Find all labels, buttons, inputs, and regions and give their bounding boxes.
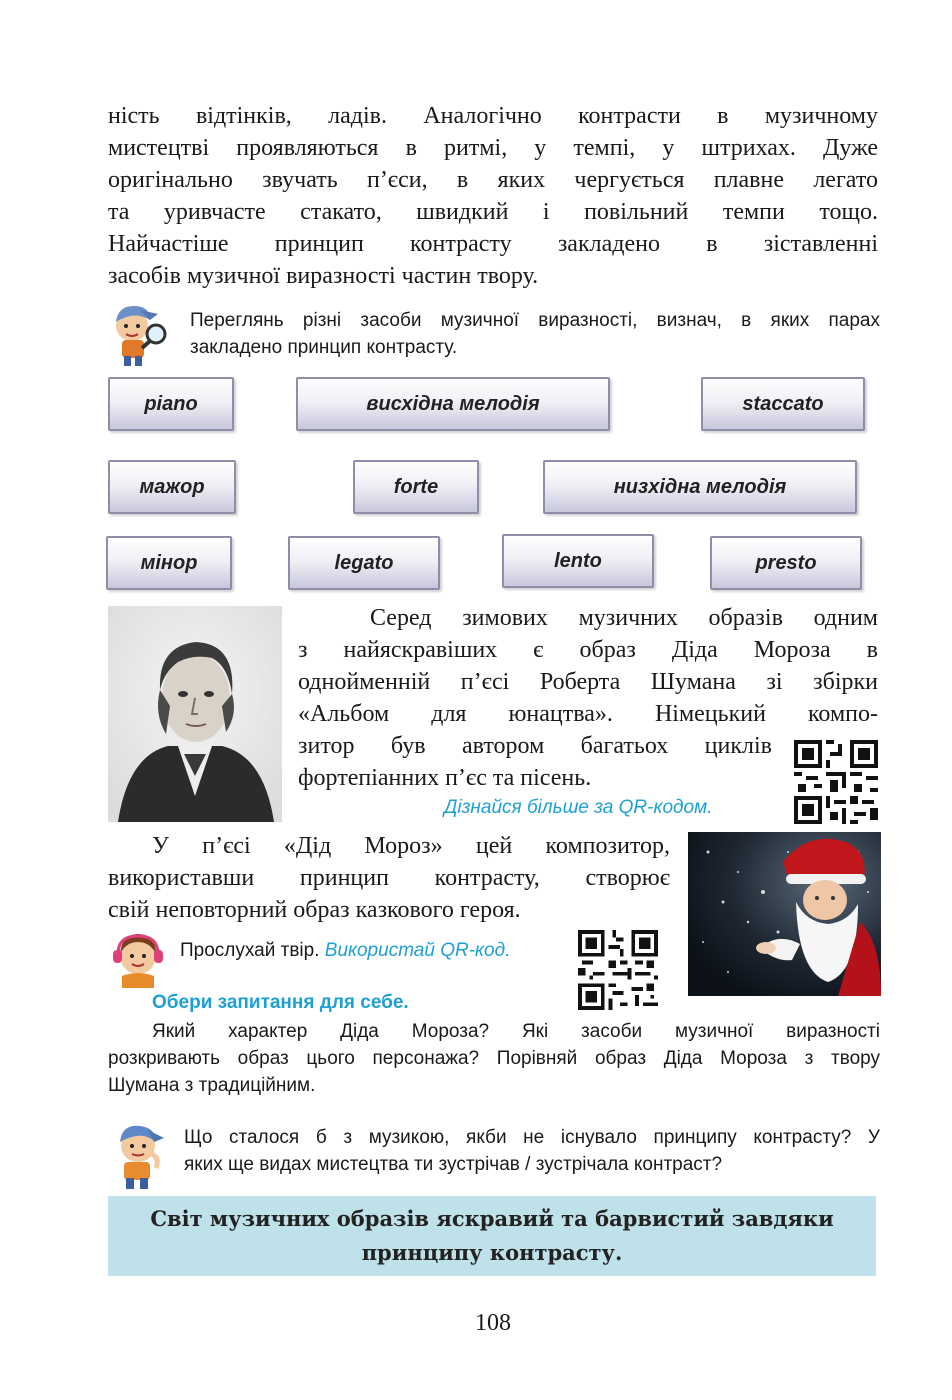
text-line: розкривають образ цього персонажа? Порівняй образ Діда Мороза з твору (108, 1048, 880, 1069)
text-line: закладено принцип контрасту. (190, 337, 458, 358)
text-line: фортепіанних п’єс та пісень. (298, 765, 592, 791)
conclusion-banner (108, 1196, 876, 1276)
qr-code-icon[interactable] (578, 930, 658, 1010)
text-line: засобів музичної виразності частин твору. (108, 263, 539, 289)
text-line: свій неповторний образ казкового героя. (108, 897, 521, 923)
text-line: Найчастіше принцип контрасту закладено в зіставленні (108, 231, 878, 257)
term-card-forte[interactable]: forte (353, 460, 479, 514)
text-line: та уривчасте стакато, швидкий і повільний темпи тощо. (108, 199, 878, 225)
text-line (108, 830, 670, 862)
boy-magnifier-icon (110, 296, 172, 368)
text-line: мистецтві проявляються в ритмі, у темпі, у штрихах. Дуже (108, 135, 878, 161)
ded-moroz-paragraph (108, 830, 670, 926)
intro-paragraph (108, 100, 878, 292)
text-line: використавши принцип контрасту, створює (108, 865, 670, 891)
text-line (298, 602, 878, 634)
term-card-piano[interactable]: piano (108, 377, 234, 431)
term-card-major[interactable]: мажор (108, 460, 236, 514)
reflection-question (184, 1124, 880, 1178)
term-card-presto[interactable]: presto (710, 536, 862, 590)
text-line (108, 1018, 880, 1045)
qr-hint: Дізнайся більше за QR-кодом. (444, 797, 713, 818)
schumann-portrait (108, 606, 282, 822)
term-card-staccato[interactable]: staccato (701, 377, 865, 431)
term-card-legato[interactable]: legato (288, 536, 440, 590)
listen-text: Прослухай твір. (180, 940, 320, 961)
girl-headphones-icon (110, 930, 166, 990)
text-line: Переглянь різні засоби музичної виразності, визнач, в яких парах (190, 310, 880, 331)
conclusion-line: принципу контрасту. (361, 1240, 623, 1265)
term-card-minor[interactable]: мінор (106, 536, 232, 590)
task-instruction (190, 307, 880, 361)
text-line: оригінально звучать п’єси, в яких чергується плавне легато (108, 167, 878, 193)
schumann-paragraph (298, 602, 878, 794)
text-line-content: Серед зимових музичних образів одним (370, 605, 878, 631)
questions-heading: Обери запитання для себе. (152, 992, 409, 1013)
text-line: однойменній п’єсі Роберта Шумана зі збірки (298, 669, 878, 695)
text-line: яких ще видах мистецтва ти зустрічав / зустрічала контраст? (184, 1154, 723, 1175)
term-card-falling-melody[interactable]: низхідна мелодія (543, 460, 857, 514)
text-line: Що сталося б з музикою, якби не існувало принципу контрасту? У (184, 1127, 880, 1148)
questions-paragraph (108, 1018, 880, 1099)
qr-code-icon[interactable] (794, 740, 878, 824)
conclusion-line: Світ музичних образів яскравий та барвистий завдяки (150, 1206, 834, 1231)
text-line: з найяскравіших є образ Діда Мороза в (298, 637, 878, 663)
listen-instruction (180, 937, 510, 964)
listen-qr-link[interactable]: Використай QR-код. (324, 940, 511, 961)
text-line-content: У п’єсі «Дід Мороз» цей композитор, (152, 833, 670, 859)
text-line: «Альбом для юнацтва». Німецький компо- (298, 701, 878, 727)
santa-photo (688, 832, 881, 996)
boy-thinking-icon (112, 1118, 168, 1190)
term-card-lento[interactable]: lento (502, 534, 654, 588)
page-number: 108 (475, 1310, 511, 1336)
text-line: зитор був автором багатьох циклів (298, 733, 772, 759)
text-line-content: Який характер Діда Мороза? Які засоби музичної виразності (152, 1021, 880, 1042)
term-card-rising-melody[interactable]: висхідна мелодія (296, 377, 610, 431)
text-line: ність відтінків, ладів. Аналогічно контрасти в музичному (108, 103, 878, 129)
text-line: Шумана з традиційним. (108, 1075, 316, 1096)
